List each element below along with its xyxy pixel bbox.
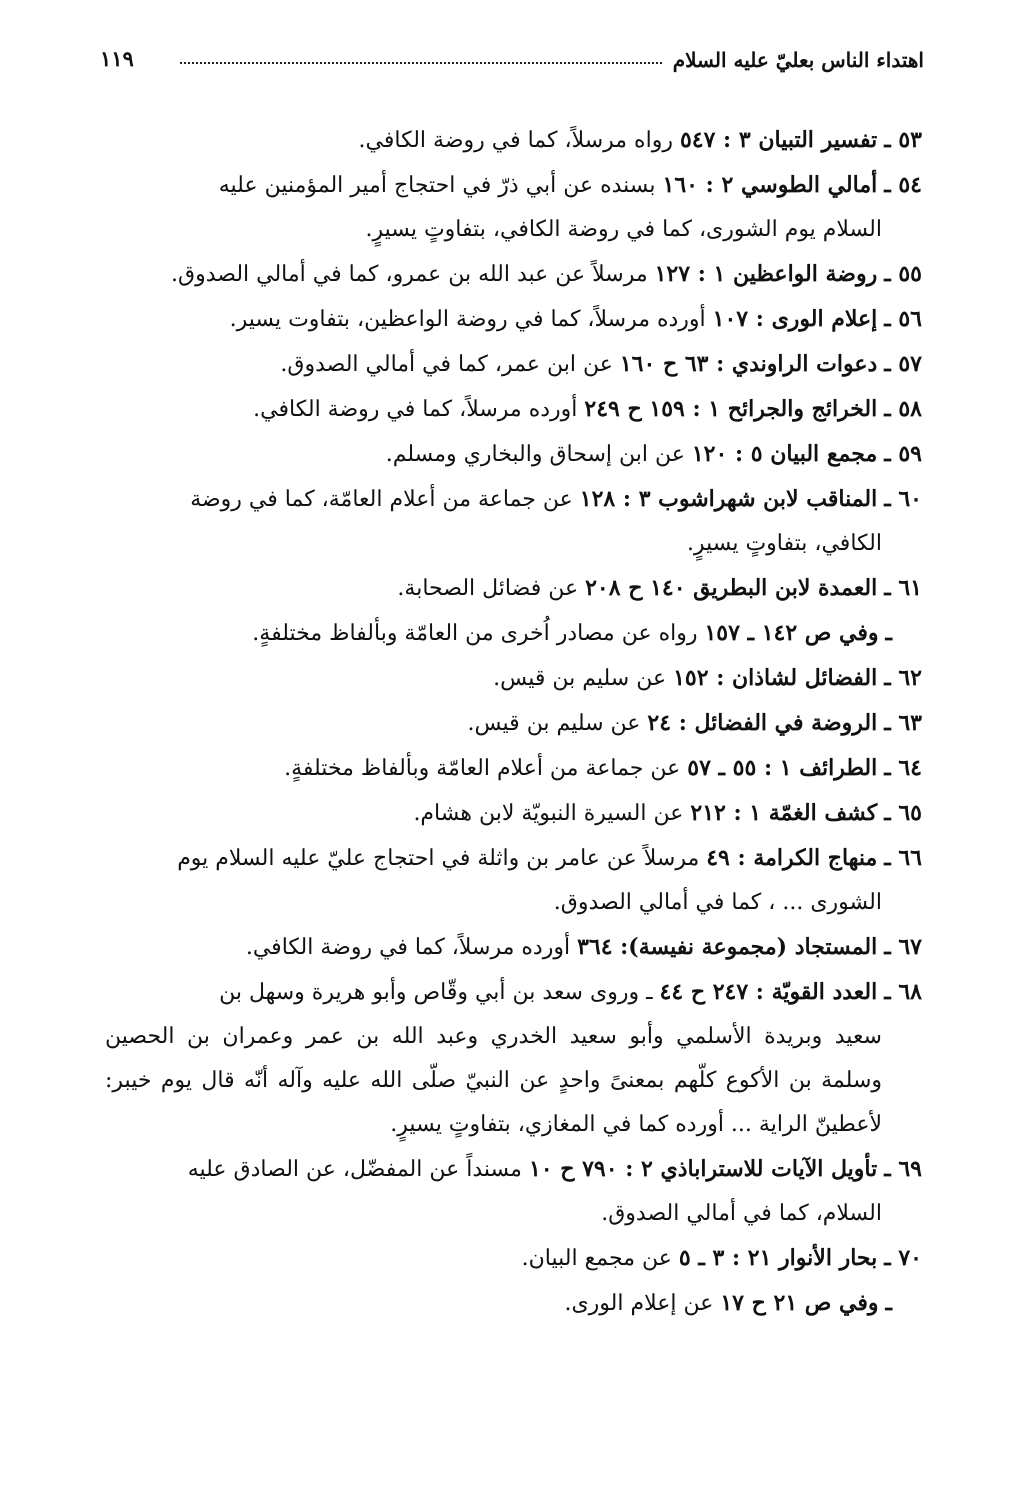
reference-entry: ٥٣ ـ تفسير التبيان ٣ : ٥٤٧ رواه مرسلاً، كما في روضة الكافي. — [358, 127, 922, 153]
reference-entry: ٦٠ ـ المناقب لابن شهراشوب ٣ : ١٢٨ عن جماعة من أعلام العامّة، كما في روضة الكافي، بتفاوتٍ يسيرٍ. — [190, 486, 922, 556]
reference-entry: ٦٨ ـ العدد القويّة : ٢٤٧ ح ٤٤ ـ وروى سعد بن أبي وقّاص وأبو هريرة وسهل بن سعيد وبريدة الأسلمي وأبو سعيد الخدري وعبد الله بن عمر وعمران بن الحصين وسلمة بن الأكوع كلّهم بمعنىً واحدٍ عن النبيّ صلّى الله عليه وآله أنّه قال يوم خيبر: لأعطينّ الراية ... أورده كما في المغازي، بتفاوتٍ يسيرٍ. — [105, 979, 922, 1137]
reference-entry: ٥٧ ـ دعوات الراوندي : ٦٣ ح ١٦٠ عن ابن عمر، كما في أمالي الصدوق. — [280, 351, 922, 377]
reference-sub-entry: ـ وفي ص ١٤٢ ـ ١٥٧ رواه عن مصادر اُخرى من العامّة وبألفاظ مختلفةٍ. — [252, 620, 892, 646]
page-header — [100, 40, 924, 81]
reference-entry: ٥٩ ـ مجمع البيان ٥ : ١٢٠ عن ابن إسحاق والبخاري ومسلم. — [385, 441, 922, 467]
reference-entry: ٥٥ ـ روضة الواعظين ١ : ١٢٧ مرسلاً عن عبد الله بن عمرو، كما في أمالي الصدوق. — [171, 261, 922, 287]
reference-entry: ٥٤ ـ أمالي الطوسي ٢ : ١٦٠ بسنده عن أبي ذرّ في احتجاج أمير المؤمنين عليه السلام يوم الشورى، كما في روضة الكافي، بتفاوتٍ يسيرٍ. — [218, 172, 922, 242]
reference-entry: ٦٤ ـ الطرائف ١ : ٥٥ ـ ٥٧ عن جماعة من أعلام العامّة وبألفاظ مختلفةٍ. — [284, 755, 922, 781]
reference-entry: ٧٠ ـ بحار الأنوار ٢١ : ٣ ـ ٥ عن مجمع البيان. — [521, 1245, 922, 1271]
leader-dots — [180, 62, 662, 64]
reference-entry: ٦٧ ـ المستجاد (مجموعة نفيسة): ٣٦٤ أورده مرسلاً، كما في روضة الكافي. — [245, 934, 922, 960]
references-list — [105, 118, 922, 1326]
reference-sub-entry: ـ وفي ص ٢١ ح ١٧ عن إعلام الورى. — [564, 1290, 892, 1316]
page-number: ١١٩ — [100, 46, 134, 71]
reference-entry: ٦٩ ـ تأويل الآيات للاستراباذي ٢ : ٧٩٠ ح ١٠ مسنداً عن المفضّل، عن الصادق عليه السلام، كما في أمالي الصدوق. — [187, 1156, 922, 1226]
reference-entry: ٥٨ ـ الخرائج والجرائح ١ : ١٥٩ ح ٢٤٩ أورده مرسلاً، كما في روضة الكافي. — [253, 396, 922, 422]
reference-entry: ٦١ ـ العمدة لابن البطريق ١٤٠ ح ٢٠٨ عن فضائل الصحابة. — [397, 575, 922, 601]
reference-entry: ٦٥ ـ كشف الغمّة ١ : ٢١٢ عن السيرة النبويّة لابن هشام. — [413, 800, 922, 826]
running-title: اهتداء الناس بعليّ عليه السلام — [672, 48, 924, 72]
reference-entry: ٥٦ ـ إعلام الورى : ١٠٧ أورده مرسلاً، كما في روضة الواعظين، بتفاوت يسير. — [229, 306, 922, 332]
reference-entry: ٦٦ ـ منهاج الكرامة : ٤٩ مرسلاً عن عامر بن واثلة في احتجاج عليّ عليه السلام يوم الشورى ... ، كما في أمالي الصدوق. — [177, 845, 922, 915]
reference-entry: ٦٢ ـ الفضائل لشاذان : ١٥٢ عن سليم بن قيس. — [493, 665, 922, 691]
reference-entry: ٦٣ ـ الروضة في الفضائل : ٢٤ عن سليم بن قيس. — [467, 710, 922, 736]
